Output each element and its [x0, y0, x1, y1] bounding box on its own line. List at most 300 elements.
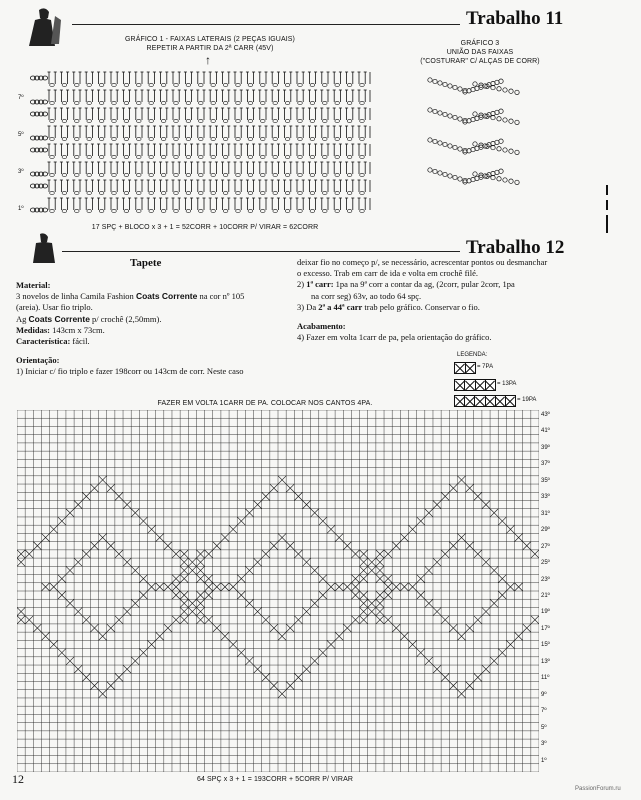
chain-stitch: [75, 137, 80, 140]
chain-stitch: [99, 119, 104, 122]
chain-stitch: [323, 155, 328, 158]
chain-stitch: [99, 191, 104, 194]
chain-stitch: [261, 191, 266, 194]
chain-stitch: [298, 101, 303, 104]
chain-stitch: [174, 137, 179, 140]
step-label: 2ª a 44ª carr: [318, 301, 363, 312]
chain-stitch: [223, 137, 228, 140]
chain-stitch: [199, 83, 204, 86]
chain-stitch: [285, 191, 290, 194]
chain-stitch: [261, 209, 266, 212]
chain-stitch: [273, 119, 278, 122]
chain-stitch: [124, 137, 129, 140]
chain-stitch: [248, 209, 253, 212]
right-line-2: o excesso. Trab em carr de ida e volta em crochê filé.: [297, 268, 479, 279]
chain-stitch: [50, 191, 55, 194]
chain-stitch: [236, 83, 241, 86]
chart-row-label: 9º: [541, 691, 547, 698]
chain-stitch: [62, 155, 67, 158]
material-text: p/ crochê (2,50mm).: [89, 313, 162, 324]
chain-stitch: [137, 101, 142, 104]
chain-stitch: [248, 173, 253, 176]
legend-1-swatch: [454, 362, 476, 374]
chain-stitch: [161, 191, 166, 194]
chain-stitch: [261, 119, 266, 122]
chain-stitch: [458, 87, 462, 91]
grafico1-footer: 17 SPÇ + BLOCO x 3 + 1 = 52CORR + 10CORR P/ VIRAR = 62CORR: [91, 224, 319, 231]
chain-stitch: [62, 83, 67, 86]
chain-stitch: [42, 76, 47, 80]
grafico1-title: GRÁFICO 1 - FAIXAS LATERAIS (2 PEÇAS IGUAIS): [125, 36, 295, 43]
chain-stitch: [335, 191, 340, 194]
chain-stitch: [273, 101, 278, 104]
chain-stitch: [347, 101, 352, 104]
arrow-up-icon: ↑: [205, 53, 211, 67]
step-text: 1pa na 9ª corr a contar da ag, (2corr, pular 2corr, 1pa: [333, 279, 515, 290]
chain-stitch: [50, 137, 55, 140]
chain-stitch: [236, 191, 241, 194]
chain-stitch: [433, 169, 437, 173]
chain-stitch: [223, 101, 228, 104]
chart-row-label: 15º: [541, 642, 550, 649]
chain-stitch: [473, 82, 477, 86]
chain-stitch: [75, 191, 80, 194]
chain-stitch: [310, 83, 315, 86]
chain-stitch: [62, 173, 67, 176]
chain-stitch: [174, 191, 179, 194]
work-12-title: Trabalho 12: [466, 237, 565, 258]
figure-icon-12: [30, 232, 60, 264]
chain-stitch: [236, 155, 241, 158]
chain-stitch: [42, 148, 47, 152]
chain-stitch: [186, 155, 191, 158]
chain-stitch: [186, 101, 191, 104]
chain-stitch: [42, 208, 47, 212]
chart-row-label: 35º: [541, 477, 550, 484]
chain-stitch: [509, 119, 513, 123]
chain-stitch: [124, 101, 129, 104]
chart-row-label: 19º: [541, 609, 550, 616]
chain-stitch: [248, 83, 253, 86]
chart-row-label: 43º: [541, 412, 550, 418]
right-line-4: na corr seg) 63v, ao todo 64 spç.: [311, 290, 422, 301]
chain-stitch: [137, 119, 142, 122]
watermark: PassionForum.ru: [575, 786, 621, 792]
chain-stitch: [448, 174, 452, 178]
chain-stitch: [124, 83, 129, 86]
chain-stitch: [174, 173, 179, 176]
chain-stitch: [199, 209, 204, 212]
chain-stitch: [236, 119, 241, 122]
chain-stitch: [99, 101, 104, 104]
chain-stitch: [199, 137, 204, 140]
chain-stitch: [261, 137, 266, 140]
chain-stitch: [75, 155, 80, 158]
brand-name: Coats Corrente: [135, 291, 198, 302]
chain-stitch: [323, 137, 328, 140]
chain-stitch: [161, 101, 166, 104]
chain-stitch: [360, 191, 365, 194]
chart-row-label: 3º: [541, 741, 547, 748]
chain-stitch: [323, 101, 328, 104]
chain-stitch: [42, 184, 47, 188]
chart-row-label: 29º: [541, 527, 550, 534]
right-line-3: [297, 279, 567, 290]
chain-stitch: [87, 209, 92, 212]
chain-stitch: [149, 119, 154, 122]
chain-stitch: [112, 101, 117, 104]
chain-stitch: [62, 101, 67, 104]
chain-stitch: [298, 155, 303, 158]
right-line-1: deixar fio no começo p/, se necessário, acrescentar pontos ou desmanchar: [297, 257, 548, 267]
chain-stitch: [473, 142, 477, 146]
chain-stitch: [223, 83, 228, 86]
chain-stitch: [50, 101, 55, 104]
chart-row-label: 7º: [541, 708, 547, 715]
chain-stitch: [223, 209, 228, 212]
tapete-heading: Tapete: [130, 257, 162, 269]
chain-stitch: [347, 191, 352, 194]
legend-2-label: = 13PA: [497, 381, 517, 387]
chain-stitch: [137, 173, 142, 176]
chain-stitch: [261, 101, 266, 104]
step-label: 1ª carr:: [306, 279, 334, 290]
chart-row-label: 39º: [541, 444, 550, 451]
chain-stitch: [236, 209, 241, 212]
chain-stitch: [211, 191, 216, 194]
chain-stitch: [112, 191, 117, 194]
chain-stitch: [87, 119, 92, 122]
grafico3-line3: ("COSTURAR" C/ ALÇAS DE CORR): [420, 58, 540, 65]
chain-stitch: [174, 155, 179, 158]
chain-stitch: [310, 137, 315, 140]
chain-stitch: [50, 83, 55, 86]
chain-stitch: [186, 119, 191, 122]
material-line-2: (areia). Usar fio triplo.: [16, 302, 93, 313]
chain-stitch: [347, 137, 352, 140]
chain-stitch: [112, 83, 117, 86]
chain-stitch: [186, 137, 191, 140]
chain-stitch: [448, 114, 452, 118]
chain-stitch: [438, 141, 442, 145]
chain-stitch: [149, 191, 154, 194]
chain-stitch: [112, 119, 117, 122]
chain-stitch: [285, 83, 290, 86]
chain-stitch: [87, 137, 92, 140]
chain-stitch: [124, 173, 129, 176]
chain-stitch: [298, 173, 303, 176]
chain-stitch: [50, 119, 55, 122]
chain-stitch: [50, 173, 55, 176]
chain-stitch: [428, 108, 432, 112]
chain-stitch: [42, 112, 47, 116]
material-text: 3 novelos de linha Camila Fashion: [16, 291, 136, 302]
chain-stitch: [360, 173, 365, 176]
chain-stitch: [273, 155, 278, 158]
chain-stitch: [186, 209, 191, 212]
chain-stitch: [438, 171, 442, 175]
chain-stitch: [335, 173, 340, 176]
chain-stitch: [174, 209, 179, 212]
chain-stitch: [360, 101, 365, 104]
chain-stitch: [458, 117, 462, 121]
chain-stitch: [75, 209, 80, 212]
margin-mark: [606, 185, 608, 195]
chain-stitch: [347, 173, 352, 176]
chain-stitch: [112, 173, 117, 176]
chain-stitch: [124, 191, 129, 194]
chain-stitch: [87, 101, 92, 104]
chain-stitch: [273, 191, 278, 194]
right-line-5: [297, 302, 567, 313]
chain-stitch: [236, 101, 241, 104]
legend-3-label: = 19PA: [517, 397, 537, 403]
chain-stitch: [499, 139, 503, 143]
chain-stitch: [438, 81, 442, 85]
legend-title: LEGENDA:: [457, 352, 488, 358]
orient-line-1: 1) Iniciar c/ fio triplo e fazer 198corr ou 143cm de corr. Neste caso: [16, 366, 244, 377]
chain-stitch: [497, 117, 501, 121]
chain-stitch: [509, 179, 513, 183]
margin-mark: [606, 215, 608, 233]
chain-stitch: [62, 191, 67, 194]
chain-stitch: [310, 101, 315, 104]
chain-stitch: [499, 79, 503, 83]
chain-stitch: [273, 209, 278, 212]
chain-stitch: [149, 101, 154, 104]
chain-stitch: [248, 155, 253, 158]
chain-stitch: [310, 173, 315, 176]
chain-stitch: [285, 101, 290, 104]
chain-stitch: [443, 82, 447, 86]
grafico1-row-1: 1º: [18, 206, 24, 212]
material-line-3: [16, 314, 291, 325]
chain-stitch: [323, 191, 328, 194]
chain-stitch: [124, 209, 129, 212]
chain-stitch: [497, 147, 501, 151]
chain-stitch: [137, 191, 142, 194]
chain-stitch: [99, 137, 104, 140]
chain-stitch: [453, 85, 457, 89]
chart-row-label: 27º: [541, 543, 550, 550]
chain-stitch: [473, 112, 477, 116]
material-line-1: [16, 291, 291, 302]
chain-stitch: [285, 209, 290, 212]
chain-stitch: [335, 137, 340, 140]
chain-stitch: [124, 155, 129, 158]
chain-stitch: [199, 173, 204, 176]
chain-stitch: [335, 83, 340, 86]
chart-row-label: 5º: [541, 724, 547, 731]
grafico3-chart: [420, 72, 540, 197]
legend-1-label: = 7PA: [477, 364, 494, 370]
chart-row-label: 21º: [541, 593, 550, 599]
chain-stitch: [458, 177, 462, 181]
grafico3-title: GRÁFICO 3: [460, 40, 500, 47]
material-label: Material:: [16, 280, 51, 290]
chain-stitch: [62, 209, 67, 212]
margin-mark: [606, 200, 608, 210]
chain-stitch: [323, 119, 328, 122]
chart-row-label: 41º: [541, 428, 550, 435]
chain-stitch: [137, 209, 142, 212]
chain-stitch: [298, 83, 303, 86]
chain-stitch: [149, 173, 154, 176]
chain-stitch: [503, 118, 507, 122]
chain-stitch: [515, 180, 519, 184]
chain-stitch: [62, 119, 67, 122]
chain-stitch: [174, 119, 179, 122]
grafico1-row-7: 7º: [18, 95, 24, 101]
chain-stitch: [149, 155, 154, 158]
chain-stitch: [473, 172, 477, 176]
chain-stitch: [428, 138, 432, 142]
grafico3-line2: UNIÃO DAS FAIXAS: [446, 49, 514, 56]
chain-stitch: [137, 137, 142, 140]
chart-row-label: 17º: [541, 625, 550, 632]
chain-stitch: [347, 83, 352, 86]
chain-stitch: [223, 155, 228, 158]
chain-stitch: [453, 175, 457, 179]
chain-stitch: [433, 79, 437, 83]
orient-label: Orientação:: [16, 355, 60, 366]
chain-stitch: [310, 155, 315, 158]
chain-stitch: [236, 173, 241, 176]
chain-stitch: [499, 109, 503, 113]
chain-stitch: [211, 155, 216, 158]
chain-stitch: [323, 209, 328, 212]
chain-stitch: [298, 191, 303, 194]
chain-stitch: [448, 84, 452, 88]
medidas-line: [16, 325, 291, 336]
chain-stitch: [261, 155, 266, 158]
chain-stitch: [515, 120, 519, 124]
chain-stitch: [499, 169, 503, 173]
chain-stitch: [75, 173, 80, 176]
chain-stitch: [112, 209, 117, 212]
chain-stitch: [161, 209, 166, 212]
chain-stitch: [515, 150, 519, 154]
chain-stitch: [285, 155, 290, 158]
material-text: Ag: [16, 313, 29, 324]
chain-stitch: [298, 119, 303, 122]
legend-3-swatch: [454, 395, 516, 407]
chain-stitch: [273, 173, 278, 176]
chart-row-label: 33º: [541, 494, 550, 501]
chain-stitch: [87, 83, 92, 86]
chain-stitch: [137, 155, 142, 158]
grafico1-row-5: 5º: [18, 132, 24, 138]
chart-row-label: 31º: [541, 510, 550, 517]
legend-2-swatch: [454, 379, 496, 391]
chain-stitch: [273, 137, 278, 140]
chain-stitch: [360, 155, 365, 158]
chain-stitch: [248, 137, 253, 140]
chain-stitch: [99, 173, 104, 176]
chain-stitch: [42, 100, 47, 104]
chain-stitch: [433, 109, 437, 113]
acab-label: Acabamento:: [297, 321, 346, 332]
chain-stitch: [433, 139, 437, 143]
step-text: trab pelo gráfico. Conservar o fio.: [362, 301, 480, 312]
chain-stitch: [42, 172, 47, 176]
chart-top-note: FAZER EM VOLTA 1CARR DE PA. COLOCAR NOS CANTOS 4PA.: [157, 400, 373, 407]
chart-row-label: 13º: [541, 658, 550, 665]
chain-stitch: [448, 144, 452, 148]
chain-stitch: [199, 101, 204, 104]
chain-stitch: [347, 209, 352, 212]
chain-stitch: [199, 119, 204, 122]
chain-stitch: [428, 78, 432, 82]
chart-row-label: 23º: [541, 576, 550, 583]
chain-stitch: [75, 101, 80, 104]
chain-stitch: [335, 101, 340, 104]
chain-stitch: [186, 83, 191, 86]
chain-stitch: [161, 83, 166, 86]
carac-line: [16, 336, 291, 347]
chain-stitch: [497, 177, 501, 181]
figure-icon-11: [25, 6, 67, 48]
chain-stitch: [42, 136, 47, 140]
chain-stitch: [75, 119, 80, 122]
chain-stitch: [211, 83, 216, 86]
chain-stitch: [360, 83, 365, 86]
chain-stitch: [310, 119, 315, 122]
chain-stitch: [503, 178, 507, 182]
chain-stitch: [211, 173, 216, 176]
grafico1-subtitle: REPETIR A PARTIR DA 2ª CARR (45V): [146, 45, 274, 52]
chain-stitch: [428, 168, 432, 172]
chain-stitch: [199, 155, 204, 158]
chain-stitch: [161, 137, 166, 140]
chain-stitch: [347, 155, 352, 158]
chain-stitch: [99, 209, 104, 212]
chain-stitch: [261, 83, 266, 86]
chain-stitch: [310, 209, 315, 212]
chain-stitch: [99, 83, 104, 86]
chain-stitch: [503, 88, 507, 92]
carac-label: Característica:: [16, 336, 71, 347]
chain-stitch: [335, 119, 340, 122]
chain-stitch: [124, 119, 129, 122]
chain-stitch: [503, 148, 507, 152]
chain-stitch: [199, 191, 204, 194]
chart-row-label: 1º: [541, 757, 547, 764]
chain-stitch: [323, 173, 328, 176]
chain-stitch: [298, 209, 303, 212]
chain-stitch: [87, 173, 92, 176]
chart-row-label: 11º: [541, 675, 550, 682]
chain-stitch: [509, 149, 513, 153]
chain-stitch: [50, 155, 55, 158]
chain-stitch: [211, 119, 216, 122]
carac-value: fácil.: [70, 336, 90, 347]
brand-name: Coats Corrente: [28, 313, 90, 324]
chain-stitch: [285, 119, 290, 122]
chain-stitch: [174, 101, 179, 104]
chain-stitch: [509, 89, 513, 93]
chain-stitch: [211, 101, 216, 104]
left-column: [16, 280, 291, 378]
chain-stitch: [223, 119, 228, 122]
chain-stitch: [223, 173, 228, 176]
chain-stitch: [458, 147, 462, 151]
chain-stitch: [149, 209, 154, 212]
chain-stitch: [99, 155, 104, 158]
chain-stitch: [285, 173, 290, 176]
medidas-value: 143cm x 73cm.: [50, 324, 105, 335]
chain-stitch: [285, 137, 290, 140]
